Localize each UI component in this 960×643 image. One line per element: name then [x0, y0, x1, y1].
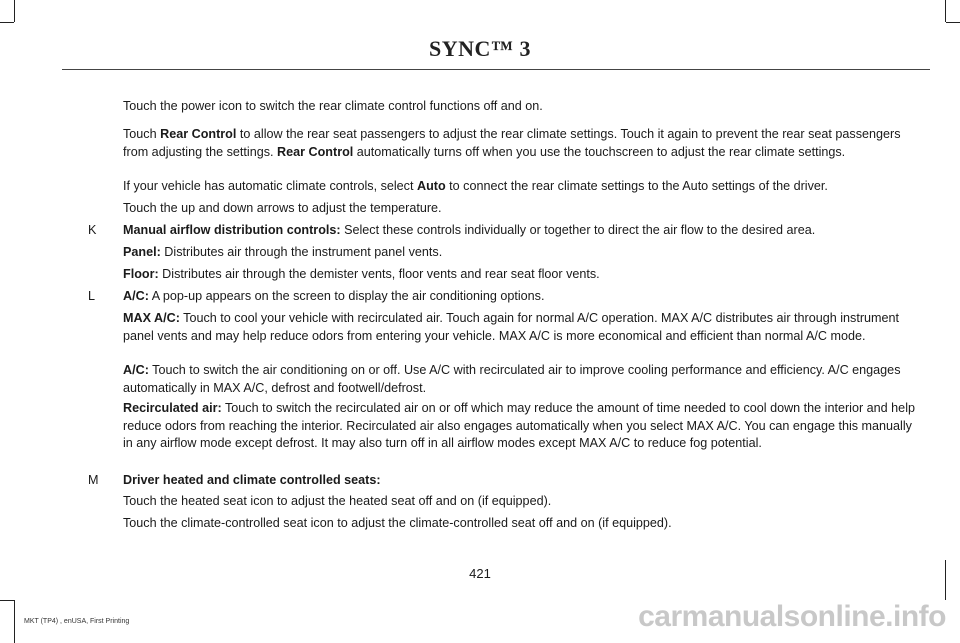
crop-mark	[946, 22, 960, 23]
crop-mark	[945, 0, 946, 22]
paragraph: Touch the climate-controlled seat icon to adjust the climate-controlled seat off and on (if equipped).	[123, 516, 672, 530]
crop-mark	[0, 22, 14, 23]
paragraph: Manual airflow distribution controls: Select these controls individually or together to direct the air flow to the desired area.	[123, 223, 816, 237]
paragraph: A/C: Touch to switch the air conditioning on or off. Use A/C with recirculated air to improve cooling performance and efficiency. A/C engages automatically in MAX A/C, defrost and footwell/defrost.	[123, 363, 901, 395]
item-letter: M	[88, 473, 99, 487]
paragraph: Touch the up and down arrows to adjust the temperature.	[123, 201, 442, 215]
crop-mark	[14, 600, 15, 643]
crop-mark	[0, 600, 14, 601]
paragraph: Touch the heated seat icon to adjust the heated seat off and on (if equipped).	[123, 494, 552, 508]
paragraph: Driver heated and climate controlled seats:	[123, 473, 381, 487]
paragraph: A/C: A pop-up appears on the screen to display the air conditioning options.	[123, 289, 545, 303]
paragraph: If your vehicle has automatic climate controls, select Auto to connect the rear climate settings to the Auto settings of the driver.	[123, 179, 828, 193]
paragraph: Touch the power icon to switch the rear climate control functions off and on.	[123, 99, 543, 113]
item-letter: K	[88, 223, 97, 237]
paragraph: Floor: Distributes air through the demister vents, floor vents and rear seat floor vents.	[123, 267, 600, 281]
paragraph: Recirculated air: Touch to switch the recirculated air on or off which may reduce the amount of time needed to cool down the interior and help reduce odors from reaching the interior. Recirculated air also engages automatically when you select MAX A/C. You can engage this manually in any airflow mode except defrost. It may also turn off in all airflow modes except MAX A/C to reduce fog potential.	[123, 401, 915, 450]
page-title: SYNC™ 3	[429, 36, 531, 61]
paragraph: MAX A/C: Touch to cool your vehicle with recirculated air. Touch again for normal A/C operation. MAX A/C distributes air through instrument panel vents and may help reduce odors from entering your vehicle. MAX A/C is more economical and efficient than normal A/C mode.	[123, 311, 900, 343]
paragraph: Touch Rear Control to allow the rear seat passengers to adjust the rear climate settings. Touch it again to prevent the rear seat passengers from adjusting the settings. Rear Control automatically turns off when you use the touchscreen to adjust the rear climate settings.	[123, 127, 901, 159]
paragraph: Panel: Distributes air through the instrument panel vents.	[123, 245, 443, 259]
crop-mark	[14, 0, 15, 22]
watermark: carmanualsonline.info	[638, 600, 946, 633]
page-number: 421	[469, 566, 491, 581]
item-letter: L	[88, 289, 96, 303]
edition-label: MKT (TP4) , enUSA, First Printing	[24, 618, 130, 625]
header-divider	[62, 69, 930, 70]
